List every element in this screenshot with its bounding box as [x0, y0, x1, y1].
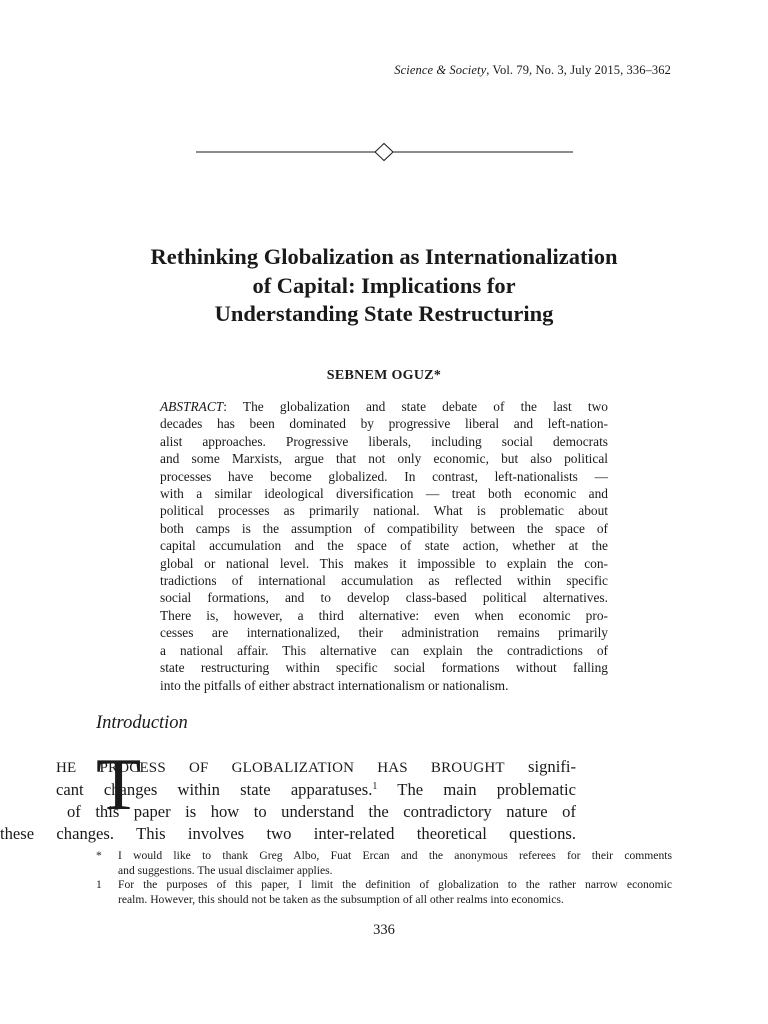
- section-heading: Introduction: [96, 713, 188, 733]
- abstract-line: processes have become globalized. In contrast, left-nationalists —: [160, 468, 608, 484]
- body-line: these changes. This involves two inter-related theoretical questions.: [0, 824, 576, 843]
- abstract-line: state restructuring within specific social formations without falling: [160, 660, 608, 676]
- citation: , Vol. 79, No. 3, July 2015, 336–362: [486, 63, 671, 77]
- abstract-line: both camps is the assumption of compatibility between the space of: [160, 520, 608, 536]
- abstract-line: cesses are internationalized, their administration remains primarily: [160, 625, 608, 641]
- footnotes: [96, 849, 672, 907]
- footnote-line: realm. However, this should not be taken as the subsumption of all other realms into economics.: [118, 892, 564, 906]
- footnote: [96, 878, 672, 907]
- ornament-divider: [196, 142, 573, 162]
- smallcaps-lead: HE PROCESS OF GLOBALIZATION HAS BROUGHT: [56, 760, 505, 776]
- article-title: [60, 243, 708, 329]
- abstract: [160, 398, 608, 694]
- abstract-line: social formations, and to develop class-based political alternatives.: [160, 590, 608, 606]
- body-text-fragment: The main problematic: [377, 780, 576, 799]
- body-line: [56, 757, 576, 777]
- body-text-fragment: cant changes within state apparatuses.: [56, 780, 373, 799]
- abstract-line: global or national level. This makes it impossible to explain the con-: [160, 555, 608, 571]
- abstract-line: There is, however, a third alternative: even when economic pro-: [160, 607, 608, 623]
- abstract-line: a national affair. This alternative can explain the contradictions of: [160, 642, 608, 658]
- abstract-line: capital accumulation and the space of state action, whether at the: [160, 538, 608, 554]
- title-line: Understanding State Restructuring: [214, 301, 554, 326]
- title-line: Rethinking Globalization as Internationalization: [150, 244, 618, 269]
- page-number: 336: [373, 922, 395, 938]
- footnote-mark: *: [96, 849, 102, 862]
- running-header: [394, 63, 671, 78]
- body-line: of this paper is how to understand the contradictory nature of: [67, 802, 576, 821]
- abstract-line: political processes as primarily national. What is problematic about: [160, 503, 608, 519]
- abstract-line: alist approaches. Progressive liberals, including social democrats: [160, 433, 608, 449]
- abstract-line: and some Marxists, argue that not only economic, but also political: [160, 451, 608, 467]
- abstract-label: ABSTRACT: [160, 399, 224, 414]
- footnote-line: I would like to thank Greg Albo, Fuat Ercan and the anonymous referees for their comments: [118, 849, 672, 862]
- footnote-line: and suggestions. The usual disclaimer applies.: [118, 863, 333, 877]
- footnote-line: For the purposes of this paper, I limit the definition of globalization to the rather narrow economic: [118, 878, 672, 892]
- body-line: [56, 780, 576, 800]
- title-line: of Capital: Implications for: [252, 272, 516, 298]
- abstract-line: tradictions of international accumulation as reflected within specific: [160, 573, 608, 589]
- author-name: SEBNEM OGUZ*: [326, 368, 442, 383]
- footnote-ref: 1: [372, 781, 378, 792]
- body-text-fragment: signifi-: [504, 757, 576, 776]
- abstract-line: into the pitfalls of either abstract internationalism or nationalism.: [160, 677, 509, 693]
- drop-cap: T: [96, 748, 142, 814]
- abstract-line: with a similar ideological diversification — treat both economic and: [160, 486, 608, 502]
- journal-name: Science & Society: [394, 63, 487, 77]
- abstract-line: [160, 398, 608, 415]
- abstract-text: : The globalization and state debate of the last two: [223, 399, 608, 414]
- abstract-line: decades has been dominated by progressive liberal and left-nation-: [160, 416, 608, 432]
- footnote: [96, 849, 672, 878]
- footnote-mark: 1: [96, 878, 102, 892]
